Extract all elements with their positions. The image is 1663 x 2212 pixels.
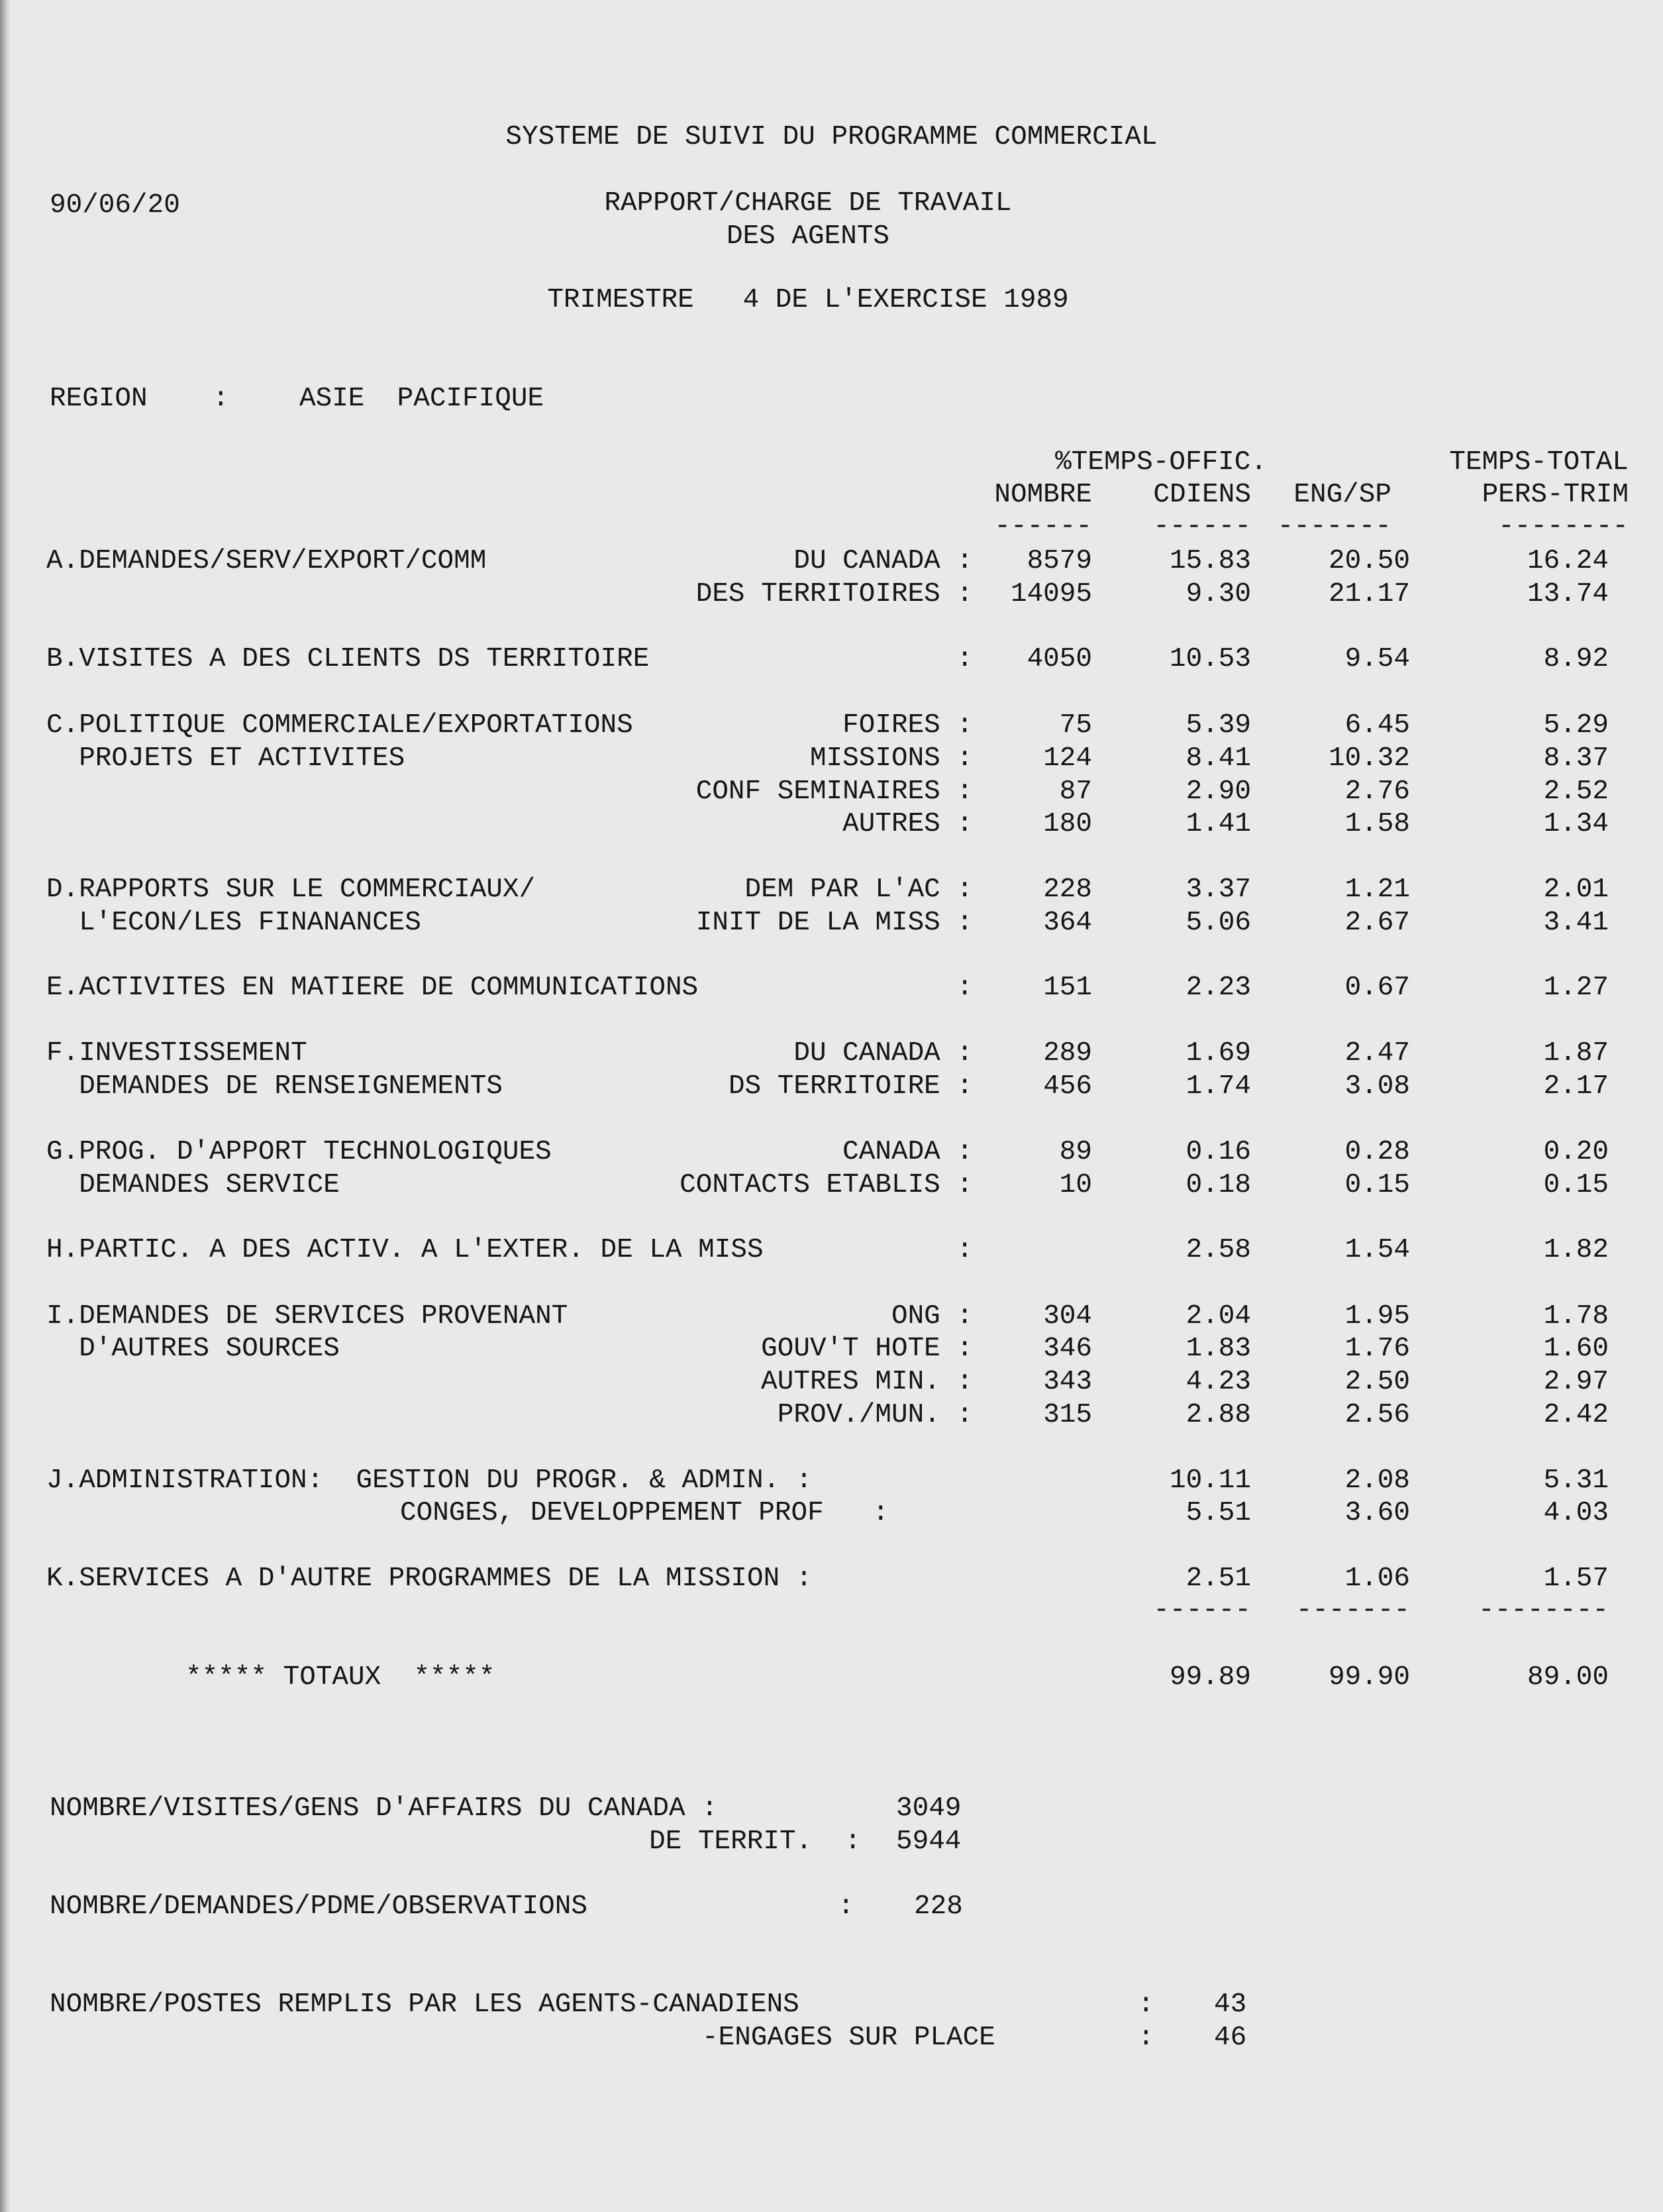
postes-value: 43	[1214, 1989, 1247, 2020]
cell-nombre: 346	[1043, 1334, 1092, 1364]
row-sublabel: ONG :	[891, 1301, 973, 1332]
row-label: A.DEMANDES/SERV/EXPORT/COMM	[46, 546, 487, 576]
cell-cdiens: 2.04	[1185, 1301, 1251, 1332]
cell-engsp: 2.47	[1344, 1038, 1410, 1069]
cell-nombre: 8579	[1027, 546, 1092, 576]
cell-pers-trim: 8.92	[1543, 644, 1609, 674]
cell-engsp: 6.45	[1344, 710, 1410, 741]
cell-pers-trim: 16.24	[1527, 546, 1609, 576]
row-label: K.SERVICES A D'AUTRE PROGRAMMES DE LA MISSION :	[46, 1563, 813, 1594]
row-sublabel: AUTRES :	[842, 809, 973, 839]
cell-cdiens: 5.39	[1185, 710, 1251, 741]
header-nombre: NOMBRE	[994, 480, 1092, 510]
header-pct-temps: %TEMPS-OFFIC.	[1055, 447, 1267, 478]
cell-nombre: 364	[1043, 908, 1092, 938]
cell-nombre: 89	[1059, 1137, 1092, 1167]
cell-pers-trim: 13.74	[1527, 579, 1609, 609]
cell-nombre: 456	[1043, 1071, 1092, 1102]
cell-pers-trim: 1.27	[1543, 973, 1609, 1003]
row-sublabel: DU CANADA :	[793, 546, 973, 576]
postes-colon: :	[1138, 1989, 1154, 2020]
row-label: PROJETS ET ACTIVITES	[46, 743, 405, 774]
cell-pers-trim: 0.20	[1543, 1137, 1609, 1167]
cell-pers-trim: 4.03	[1543, 1498, 1609, 1528]
cell-cdiens: 10.11	[1169, 1465, 1251, 1496]
totals-rule: --------	[1478, 1595, 1609, 1626]
row-label: E.ACTIVITES EN MATIERE DE COMMUNICATIONS	[46, 973, 699, 1003]
cell-pers-trim: 1.87	[1543, 1038, 1609, 1069]
report-period: TRIMESTRE 4 DE L'EXERCISE 1989	[547, 285, 1069, 315]
cell-cdiens: 5.51	[1185, 1498, 1251, 1528]
cell-cdiens: 10.53	[1169, 644, 1251, 674]
total-cdiens: 99.89	[1169, 1662, 1251, 1693]
cell-pers-trim: 1.82	[1543, 1235, 1609, 1265]
row-sublabel: MISSIONS :	[809, 743, 973, 774]
row-label: F.INVESTISSEMENT	[46, 1038, 307, 1069]
row-label: B.VISITES A DES CLIENTS DS TERRITOIRE	[46, 644, 650, 674]
row-sublabel: INIT DE LA MISS :	[695, 908, 973, 938]
cell-engsp: 3.08	[1344, 1071, 1410, 1102]
header-engsp: ENG/SP	[1293, 480, 1391, 510]
row-sublabel: :	[956, 644, 973, 674]
row-sublabel: DU CANADA :	[793, 1038, 973, 1069]
cell-cdiens: 5.06	[1185, 908, 1251, 938]
cell-pers-trim: 2.01	[1543, 874, 1609, 905]
cell-pers-trim: 5.31	[1543, 1465, 1609, 1496]
row-sublabel: :	[956, 1235, 973, 1265]
cell-engsp: 2.76	[1344, 776, 1410, 807]
row-sublabel: DS TERRITOIRE :	[728, 1071, 973, 1102]
cell-nombre: 180	[1043, 809, 1092, 839]
cell-engsp: 9.54	[1344, 644, 1410, 674]
total-engsp: 99.90	[1328, 1662, 1410, 1693]
cell-cdiens: 15.83	[1169, 546, 1251, 576]
demandes-value: 228	[914, 1891, 963, 1922]
row-label: CONGES, DEVELOPPEMENT PROF :	[400, 1498, 889, 1528]
cell-engsp: 0.67	[1344, 973, 1410, 1003]
cell-nombre: 289	[1043, 1038, 1092, 1069]
cell-engsp: 21.17	[1328, 579, 1410, 609]
region-label: REGION :	[50, 384, 229, 414]
row-sublabel: GOUV'T HOTE :	[761, 1334, 973, 1364]
row-label: D'AUTRES SOURCES	[46, 1334, 340, 1364]
total-pers-trim: 89.00	[1527, 1662, 1609, 1693]
report-title-line-2: DES AGENTS	[726, 221, 890, 252]
cell-nombre: 75	[1059, 710, 1092, 741]
cell-nombre: 10	[1059, 1170, 1092, 1200]
cell-pers-trim: 2.42	[1543, 1400, 1609, 1430]
cell-engsp: 1.95	[1344, 1301, 1410, 1332]
header-rule: -------	[1277, 511, 1391, 542]
cell-nombre: 4050	[1027, 644, 1092, 674]
row-sublabel: DES TERRITOIRES :	[695, 579, 973, 609]
row-sublabel: CONF SEMINAIRES :	[695, 776, 973, 807]
cell-pers-trim: 1.78	[1543, 1301, 1609, 1332]
row-label: L'ECON/LES FINANANCES	[46, 908, 421, 938]
visits-territ-value: 5944	[896, 1826, 962, 1857]
cell-pers-trim: 8.37	[1543, 743, 1609, 774]
cell-pers-trim: 5.29	[1543, 710, 1609, 741]
cell-engsp: 0.28	[1344, 1137, 1410, 1167]
system-title: SYSTEME DE SUIVI DU PROGRAMME COMMERCIAL	[505, 122, 1158, 152]
cell-cdiens: 9.30	[1185, 579, 1251, 609]
cell-pers-trim: 2.52	[1543, 776, 1609, 807]
visits-canada-value: 3049	[896, 1793, 962, 1824]
cell-pers-trim: 1.60	[1543, 1334, 1609, 1364]
cell-nombre: 87	[1059, 776, 1092, 807]
demandes-colon: :	[838, 1891, 854, 1922]
cell-cdiens: 2.90	[1185, 776, 1251, 807]
cell-pers-trim: 1.57	[1543, 1563, 1609, 1594]
cell-cdiens: 0.16	[1185, 1137, 1251, 1167]
cell-engsp: 2.08	[1344, 1465, 1410, 1496]
header-cdiens: CDIENS	[1153, 480, 1251, 510]
cell-engsp: 1.76	[1344, 1334, 1410, 1364]
row-sublabel: AUTRES MIN. :	[761, 1367, 973, 1397]
row-label: J.ADMINISTRATION: GESTION DU PROGR. & ADMIN. :	[46, 1465, 813, 1496]
cell-engsp: 10.32	[1328, 743, 1410, 774]
region-value: ASIE PACIFIQUE	[299, 384, 544, 414]
cell-cdiens: 2.88	[1185, 1400, 1251, 1430]
cell-pers-trim: 2.17	[1543, 1071, 1609, 1102]
row-label: DEMANDES SERVICE	[46, 1170, 340, 1200]
cell-engsp: 2.67	[1344, 908, 1410, 938]
cell-nombre: 304	[1043, 1301, 1092, 1332]
cell-nombre: 151	[1043, 973, 1092, 1003]
cell-pers-trim: 2.97	[1543, 1367, 1609, 1397]
visits-label: NOMBRE/VISITES/GENS D'AFFAIRS DU CANADA :	[50, 1793, 718, 1824]
cell-cdiens: 1.74	[1185, 1071, 1251, 1102]
row-label: I.DEMANDES DE SERVICES PROVENANT	[46, 1301, 568, 1332]
header-rule: --------	[1498, 511, 1629, 542]
demandes-label: NOMBRE/DEMANDES/PDME/OBSERVATIONS	[50, 1891, 587, 1922]
row-label: D.RAPPORTS SUR LE COMMERCIAUX/	[46, 874, 536, 905]
row-sublabel: CANADA :	[842, 1137, 973, 1167]
cell-engsp: 2.56	[1344, 1400, 1410, 1430]
cell-cdiens: 2.51	[1185, 1563, 1251, 1594]
visits-territ-label: DE TERRIT. :	[649, 1826, 861, 1857]
cell-pers-trim: 3.41	[1543, 908, 1609, 938]
cell-pers-trim: 1.34	[1543, 809, 1609, 839]
cell-cdiens: 2.58	[1185, 1235, 1251, 1265]
totals-rule: -------	[1295, 1595, 1410, 1626]
cell-nombre: 228	[1043, 874, 1092, 905]
cell-nombre: 124	[1043, 743, 1092, 774]
postes-label: NOMBRE/POSTES REMPLIS PAR LES AGENTS-CANADIENS	[50, 1989, 799, 2020]
header-temps-total: TEMPS-TOTAL	[1449, 447, 1629, 478]
header-rule: ------	[994, 511, 1092, 542]
totals-rule: ------	[1153, 1595, 1251, 1626]
cell-nombre: 343	[1043, 1367, 1092, 1397]
report-title-line-1: RAPPORT/CHARGE DE TRAVAIL	[604, 188, 1012, 219]
cell-cdiens: 2.23	[1185, 973, 1251, 1003]
cell-nombre: 315	[1043, 1400, 1092, 1430]
cell-cdiens: 0.18	[1185, 1170, 1251, 1200]
cell-engsp: 3.60	[1344, 1498, 1410, 1528]
engages-label: -ENGAGES SUR PLACE	[702, 2023, 995, 2053]
cell-engsp: 20.50	[1328, 546, 1410, 576]
row-sublabel: :	[956, 973, 973, 1003]
row-sublabel: DEM PAR L'AC :	[744, 874, 973, 905]
cell-engsp: 0.15	[1344, 1170, 1410, 1200]
row-sublabel: PROV./MUN. :	[777, 1400, 973, 1430]
row-label: C.POLITIQUE COMMERCIALE/EXPORTATIONS	[46, 710, 633, 741]
cell-engsp: 1.06	[1344, 1563, 1410, 1594]
header-rule: ------	[1153, 511, 1251, 542]
row-label: G.PROG. D'APPORT TECHNOLOGIQUES	[46, 1137, 552, 1167]
cell-cdiens: 1.83	[1185, 1334, 1251, 1364]
cell-cdiens: 1.41	[1185, 809, 1251, 839]
cell-cdiens: 8.41	[1185, 743, 1251, 774]
cell-engsp: 1.54	[1344, 1235, 1410, 1265]
engages-colon: :	[1138, 2023, 1154, 2053]
cell-engsp: 2.50	[1344, 1367, 1410, 1397]
cell-cdiens: 4.23	[1185, 1367, 1251, 1397]
row-sublabel: FOIRES :	[842, 710, 973, 741]
cell-nombre: 14095	[1010, 579, 1092, 609]
header-pers-trim: PERS-TRIM	[1482, 480, 1629, 510]
row-label: H.PARTIC. A DES ACTIV. A L'EXTER. DE LA MISS	[46, 1235, 764, 1265]
row-sublabel: CONTACTS ETABLIS :	[680, 1170, 973, 1200]
cell-cdiens: 3.37	[1185, 874, 1251, 905]
engages-value: 46	[1214, 2023, 1247, 2053]
cell-engsp: 1.21	[1344, 874, 1410, 905]
report-date: 90/06/20	[50, 190, 180, 221]
totals-label: ***** TOTAUX *****	[185, 1662, 495, 1693]
row-label: DEMANDES DE RENSEIGNEMENTS	[46, 1071, 503, 1102]
cell-engsp: 1.58	[1344, 809, 1410, 839]
cell-pers-trim: 0.15	[1543, 1170, 1609, 1200]
cell-cdiens: 1.69	[1185, 1038, 1251, 1069]
